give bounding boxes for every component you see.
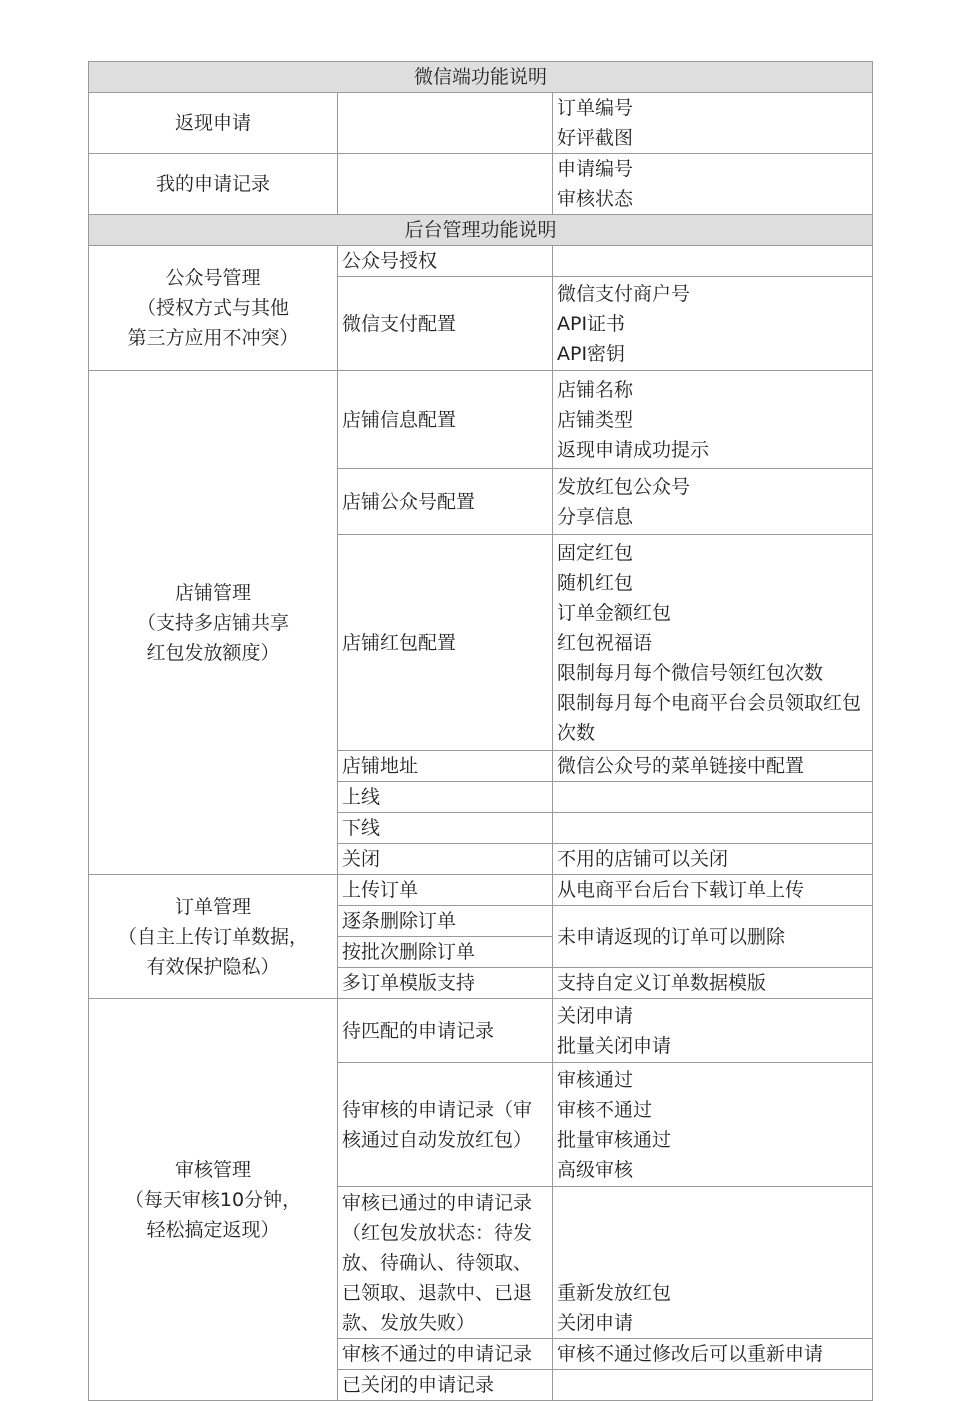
detail-item: 审核不通过: [557, 1098, 653, 1121]
group-title: 订单管理: [174, 895, 251, 918]
group-note: （自主上传订单数据，: [117, 925, 308, 948]
sub-feature-line: 审核已通过的申请记录: [342, 1191, 533, 1214]
sub-feature: 下线: [338, 813, 553, 844]
sub-feature: 上线: [338, 782, 553, 813]
detail-cell: [553, 1063, 873, 1187]
sub-feature-line: 待审核的申请记录（审: [342, 1098, 533, 1121]
group-note: （授权方式与其他: [136, 297, 289, 319]
sub-feature-line: 待匹配的申请记录: [342, 1019, 495, 1042]
sub-feature-line: 已领取、退款中、已退: [342, 1281, 533, 1304]
detail-cell: 微信公众号的菜单链接中配置: [553, 751, 873, 782]
detail-item: API密钥: [557, 342, 626, 365]
sub-feature-line: 已关闭的申请记录: [342, 1374, 495, 1396]
group-note: （每天审核10分钟，: [124, 1188, 302, 1211]
group-note: （支持多店铺共享: [136, 611, 289, 634]
detail-item: 批量关闭申请: [557, 1034, 672, 1057]
group-review: [89, 999, 338, 1401]
detail-item: 订单编号: [557, 97, 634, 119]
group-title: 店铺管理: [174, 581, 251, 604]
sub-feature-line: 审核不通过的申请记录: [342, 1343, 533, 1365]
feature-spec-table: [88, 61, 873, 1401]
group-title: 审核管理: [174, 1158, 251, 1181]
detail-cell: [553, 535, 873, 751]
wechat-section-header: 微信端功能说明: [89, 62, 873, 93]
detail-cell: [553, 469, 873, 535]
detail-item: 发放红包公众号: [557, 475, 691, 498]
backend-section-header: 后台管理功能说明: [89, 215, 873, 246]
detail-cell: 不用的店铺可以关闭: [553, 844, 873, 875]
detail-item: 限制每月每个微信号领红包次数: [557, 661, 824, 684]
sub-feature: 微信支付配置: [338, 277, 553, 371]
sub-feature: 上传订单: [338, 875, 553, 906]
detail-item: 审核通过: [557, 1068, 634, 1091]
group-title: 公众号管理: [165, 267, 261, 289]
empty-cell: [553, 246, 873, 277]
sub-feature: [338, 1063, 553, 1187]
detail-cell: [553, 93, 873, 154]
detail-item: 批量审核通过: [557, 1128, 672, 1151]
detail-cell: [553, 371, 873, 469]
sub-feature: 公众号授权: [338, 246, 553, 277]
detail-cell: 从电商平台后台下载订单上传: [553, 875, 873, 906]
empty-cell: [553, 782, 873, 813]
detail-item: 限制每月每个电商平台会员领取红包: [557, 691, 862, 714]
sub-feature: [338, 1187, 553, 1339]
sub-feature: 店铺公众号配置: [338, 469, 553, 535]
sub-feature-line: （红包发放状态：待发: [342, 1221, 533, 1244]
group-note: 第三方应用不冲突）: [127, 327, 299, 349]
group-official-account: [89, 246, 338, 371]
sub-feature-line: 款、发放失败）: [342, 1311, 476, 1334]
detail-item: 分享信息: [557, 505, 634, 528]
detail-item: 返现申请成功提示: [557, 438, 710, 461]
group-note: 有效保护隐私）: [146, 955, 280, 978]
sub-feature: 店铺地址: [338, 751, 553, 782]
detail-item: 高级审核: [557, 1158, 634, 1181]
wechat-feature-my-records: 我的申请记录: [89, 154, 338, 215]
sub-feature: 店铺红包配置: [338, 535, 553, 751]
empty-cell: [338, 93, 553, 154]
sub-feature: 按批次删除订单: [338, 937, 553, 968]
detail-item: API证书: [557, 312, 626, 335]
detail-cell: [553, 154, 873, 215]
sub-feature-line: 放、待确认、待领取、: [342, 1251, 533, 1274]
detail-item: 店铺名称: [557, 378, 634, 401]
detail-item: 次数: [557, 721, 596, 744]
detail-item: 关闭申请: [557, 1004, 634, 1027]
sub-feature: 关闭: [338, 844, 553, 875]
sub-feature: 逐条删除订单: [338, 906, 553, 937]
detail-cell: 未申请返现的订单可以删除: [553, 906, 873, 968]
detail-cell: [553, 277, 873, 371]
sub-feature: [338, 1339, 553, 1370]
sub-feature: 店铺信息配置: [338, 371, 553, 469]
sub-feature-line: 核通过自动发放红包）: [342, 1128, 533, 1151]
detail-item: 重新发放红包: [557, 1282, 672, 1304]
group-order: [89, 875, 338, 999]
detail-item: 固定红包: [557, 541, 634, 564]
detail-item: 好评截图: [557, 127, 634, 149]
empty-cell: [553, 813, 873, 844]
detail-item: 审核状态: [557, 188, 634, 210]
detail-cell: [553, 1187, 873, 1339]
detail-cell: 审核不通过修改后可以重新申请: [553, 1339, 873, 1370]
empty-cell: [553, 1370, 873, 1401]
sub-feature: [338, 1370, 553, 1401]
detail-item: 申请编号: [557, 158, 634, 180]
group-note: 红包发放额度）: [146, 641, 280, 664]
detail-cell: 支持自定义订单数据模版: [553, 968, 873, 999]
detail-cell: [553, 999, 873, 1063]
sub-feature: [338, 999, 553, 1063]
wechat-feature-cashback-apply: 返现申请: [89, 93, 338, 154]
detail-item: 店铺类型: [557, 408, 634, 431]
sub-feature: 多订单模版支持: [338, 968, 553, 999]
group-note: 轻松搞定返现）: [146, 1218, 280, 1241]
detail-item: 关闭申请: [557, 1312, 634, 1334]
detail-item: 随机红包: [557, 571, 634, 594]
detail-item: 微信支付商户号: [557, 282, 691, 305]
group-store: [89, 371, 338, 875]
detail-item: 红包祝福语: [557, 631, 653, 654]
detail-item: 订单金额红包: [557, 601, 672, 624]
empty-cell: [338, 154, 553, 215]
